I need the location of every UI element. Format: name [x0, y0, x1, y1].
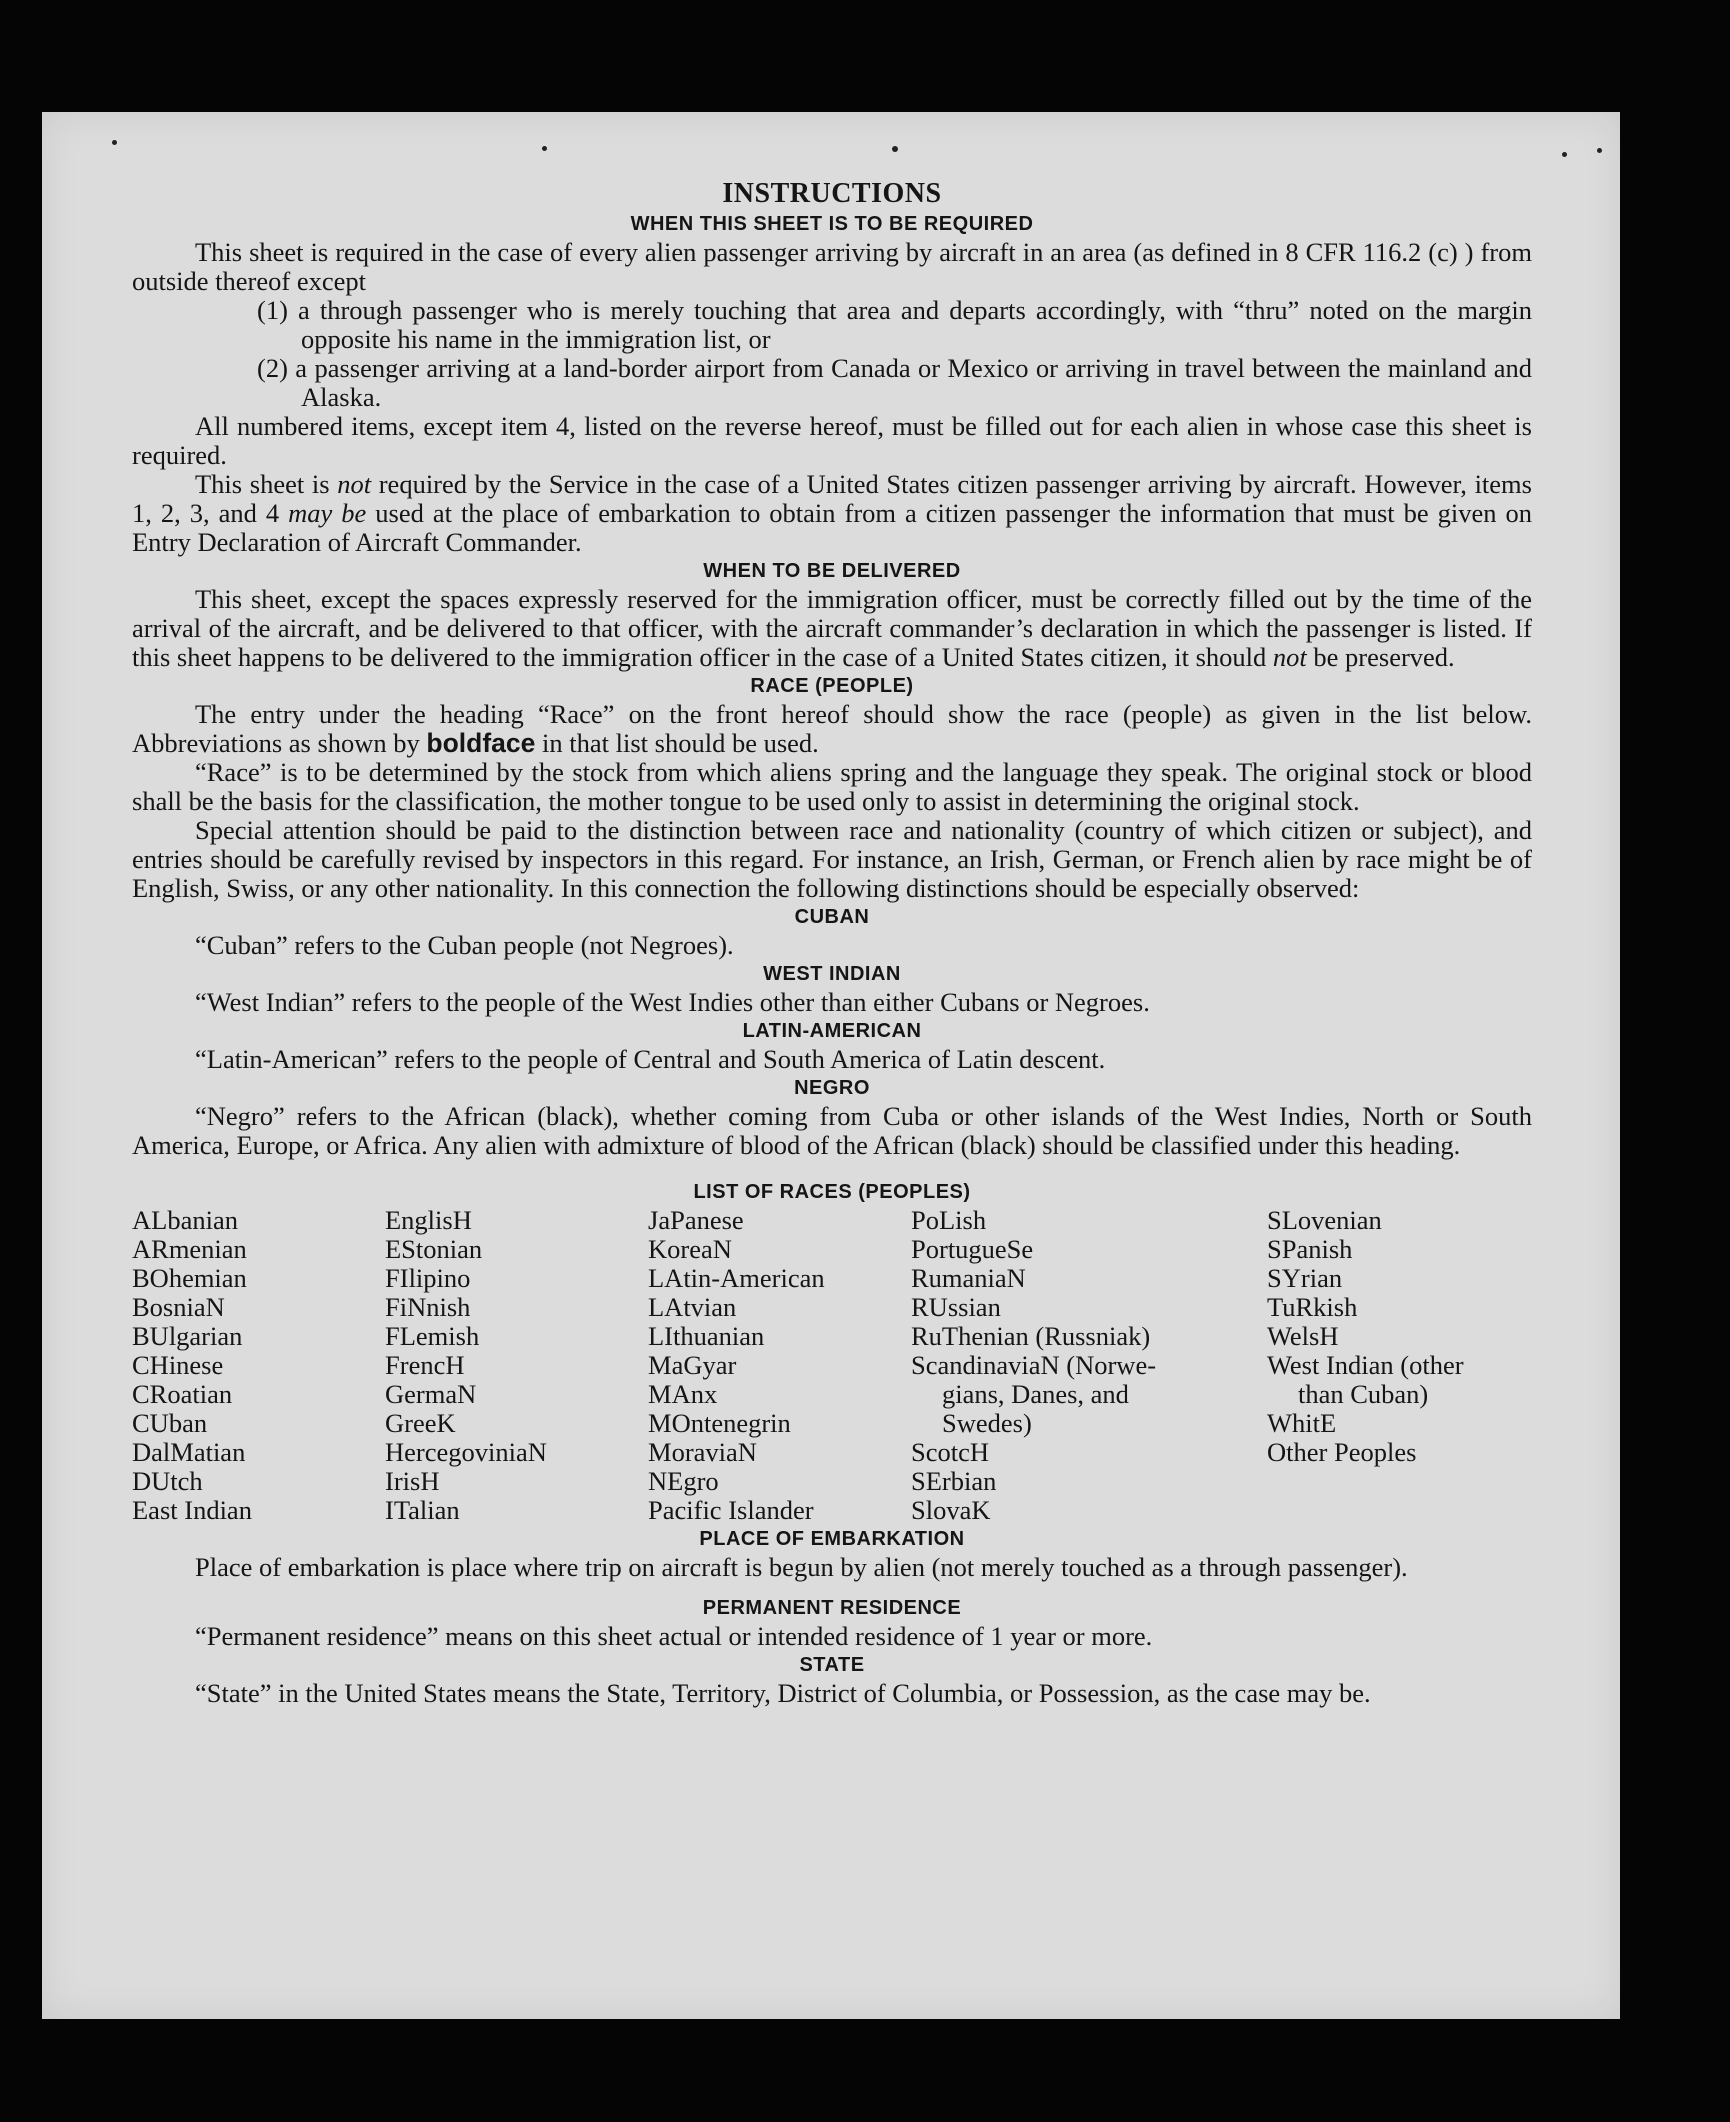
section-heading-state: STATE [799, 1654, 865, 1676]
race-entry: MoraviaN [648, 1437, 757, 1467]
race-entry: PortugueSe [911, 1234, 1034, 1264]
paragraph [132, 470, 1532, 557]
race-entry: RUssian [911, 1292, 1001, 1322]
section-heading-permanent-residence: PERMANENT RESIDENCE [702, 1597, 962, 1619]
paragraph: Place of embarkation is place where trip on aircraft is begun by alien (not merely touched as a through passenger). [195, 1552, 1408, 1582]
race-entry: DUtch [132, 1466, 203, 1496]
section-heading-negro: NEGRO [794, 1077, 870, 1099]
race-entry: East Indian [132, 1495, 252, 1525]
race-entry: SYrian [1267, 1263, 1343, 1293]
race-entry: ScandinaviaN (Norwe- [911, 1350, 1157, 1380]
list-item: (1) a through passenger who is merely touching that area and departs accordingly, with “thru” noted on the margin opposite his name in the immigration list, or [257, 295, 1532, 354]
paragraph: “Latin-American” refers to the people of Central and South America of Latin descent. [195, 1044, 1106, 1074]
text-run: The entry under the heading “Race” on the front hereof should show the race (people) as given in the list below. Abbreviations as shown by [132, 699, 1532, 758]
race-entry: PoLish [911, 1205, 987, 1235]
paragraph: “West Indian” refers to the people of the West Indies other than either Cubans or Negroes. [195, 987, 1150, 1017]
paragraph [132, 700, 1532, 758]
paragraph: This sheet is required in the case of every alien passenger arriving by aircraft in an area (as defined in 8 CFR 116.2 (c) ) from outside thereof except [132, 237, 1532, 296]
race-entry: HercegoviniaN [385, 1437, 547, 1467]
list-item: (2) a passenger arriving at a land-border airport from Canada or Mexico or arriving in travel between the mainland and Alaska. [257, 353, 1532, 412]
race-entry: IrisH [385, 1466, 440, 1496]
race-entry: CUban [132, 1408, 208, 1438]
race-entry: BosniaN [132, 1292, 225, 1322]
race-entry: EnglisH [385, 1205, 472, 1235]
section-heading-when-required: WHEN THIS SHEET IS TO BE REQUIRED [630, 213, 1034, 235]
race-entry: gians, Danes, and [942, 1379, 1129, 1409]
text-run: required by the Service in the case of a United States citizen passenger arriving by aircraft. However, items 1, 2, 3, and 4 [132, 469, 1532, 528]
page-title: INSTRUCTIONS [722, 178, 942, 209]
race-entry: SPanish [1267, 1234, 1353, 1264]
paragraph: “Cuban” refers to the Cuban people (not Negroes). [195, 930, 734, 960]
text-run: used at the place of embarkation to obtain from a citizen passenger the information that must be given on Entry Declaration of Aircraft Commander. [132, 498, 1532, 557]
race-entry: FIlipino [385, 1263, 471, 1293]
race-entry: GreeK [385, 1408, 456, 1438]
emphasis: not [1272, 642, 1307, 672]
paragraph: “Permanent residence” means on this sheet actual or intended residence of 1 year or more. [195, 1621, 1153, 1651]
races-column [385, 1206, 648, 1525]
race-entry: JaPanese [648, 1205, 744, 1235]
race-entry: KoreaN [648, 1234, 732, 1264]
race-entry: BUlgarian [132, 1321, 243, 1351]
race-entry: TuRkish [1267, 1292, 1358, 1322]
speck [1562, 152, 1567, 157]
race-entry: SLovenian [1267, 1205, 1382, 1235]
paragraph: “Race” is to be determined by the stock from which aliens spring and the language they speak. The original stock or blood shall be the basis for the classification, the mother tongue to be used only to assist in determining the original stock. [132, 757, 1532, 816]
section-heading-when-delivered: WHEN TO BE DELIVERED [703, 560, 961, 582]
text-run: in that list should be used. [535, 728, 819, 758]
race-entry: CHinese [132, 1350, 224, 1380]
section-heading-west-indian: WEST INDIAN [763, 963, 901, 985]
race-entry: BOhemian [132, 1263, 247, 1293]
speck [892, 146, 898, 152]
race-entry: LAtvian [648, 1292, 737, 1322]
race-entry: WhitE [1267, 1408, 1337, 1438]
race-entry: FLemish [385, 1321, 480, 1351]
race-entry: Swedes) [942, 1408, 1032, 1438]
race-entry: LAtin-American [648, 1263, 825, 1293]
section-heading-cuban: CUBAN [794, 906, 870, 928]
race-entry: MaGyar [648, 1350, 737, 1380]
race-entry: FiNnish [385, 1292, 471, 1322]
emphasis: may be [288, 498, 367, 528]
race-entry: FrencH [385, 1350, 465, 1380]
race-entry: ARmenian [132, 1234, 247, 1264]
race-entry: NEgro [648, 1466, 719, 1496]
race-entry: SErbian [911, 1466, 997, 1496]
race-entry: LIthuanian [648, 1321, 765, 1351]
section-heading-place-of-embarkation: PLACE OF EMBARKATION [699, 1528, 965, 1550]
race-entry: Other Peoples [1267, 1437, 1417, 1467]
races-column [1267, 1206, 1532, 1525]
speck [112, 140, 117, 145]
race-entry: CRoatian [132, 1379, 233, 1409]
document-page [42, 112, 1620, 2019]
text-run: be preserved. [1306, 642, 1455, 672]
race-entry: EStonian [385, 1234, 483, 1264]
bold-word: boldface [426, 728, 536, 758]
races-column [648, 1206, 911, 1525]
races-column [132, 1206, 385, 1525]
text-run: This sheet, except the spaces expressly reserved for the immigration officer, must be correctly filled out by the time of the arrival of the aircraft, and be delivered to that officer, with the aircraft commander’s declaration in which the passenger is listed. If this sheet happens to be delivered to the immigration officer in the case of a United States citizen, it should [132, 584, 1532, 672]
race-entry: ALbanian [132, 1205, 238, 1235]
race-entry: MOntenegrin [648, 1408, 791, 1438]
race-entry: ScotcH [911, 1437, 990, 1467]
races-list [132, 1206, 1532, 1525]
race-entry: RumaniaN [911, 1263, 1026, 1293]
section-heading-latin-american: LATIN-AMERICAN [742, 1020, 922, 1042]
race-entry: RuThenian (Russniak) [911, 1321, 1151, 1351]
paragraph [132, 585, 1532, 672]
race-entry: West Indian (other [1267, 1350, 1464, 1380]
race-entry: than Cuban) [1298, 1379, 1429, 1409]
race-entry: ITalian [385, 1495, 460, 1525]
speck [1597, 148, 1602, 153]
paragraph: “Negro” refers to the African (black), whether coming from Cuba or other islands of the West Indies, North or South America, Europe, or Africa. Any alien with admixture of blood of the African (black) should be classified under this heading. [132, 1101, 1532, 1160]
race-entry: GermaN [385, 1379, 477, 1409]
paragraph: Special attention should be paid to the distinction between race and nationality (country of which citizen or subject), and entries should be carefully revised by inspectors in this regard. For instance, an Irish, German, or French alien by race might be of English, Swiss, or any other nationality. In this connection the following distinctions should be especially observed: [132, 815, 1532, 903]
race-entry: DalMatian [132, 1437, 246, 1467]
race-entry: MAnx [648, 1379, 718, 1409]
race-entry: Pacific Islander [648, 1495, 814, 1525]
section-heading-race: RACE (PEOPLE) [750, 675, 914, 697]
race-entry: WelsH [1267, 1321, 1339, 1351]
speck [542, 146, 547, 151]
paragraph: “State” in the United States means the State, Territory, District of Columbia, or Possession, as the case may be. [195, 1678, 1371, 1708]
text-run: This sheet is [195, 469, 338, 499]
emphasis: not [337, 469, 372, 499]
section-heading-list-of-races: LIST OF RACES (PEOPLES) [693, 1181, 971, 1203]
races-column [911, 1206, 1267, 1525]
paragraph: All numbered items, except item 4, listed on the reverse hereof, must be filled out for each alien in whose case this sheet is required. [132, 411, 1532, 470]
race-entry: SlovaK [911, 1495, 991, 1525]
instructions-body [132, 178, 1532, 1708]
